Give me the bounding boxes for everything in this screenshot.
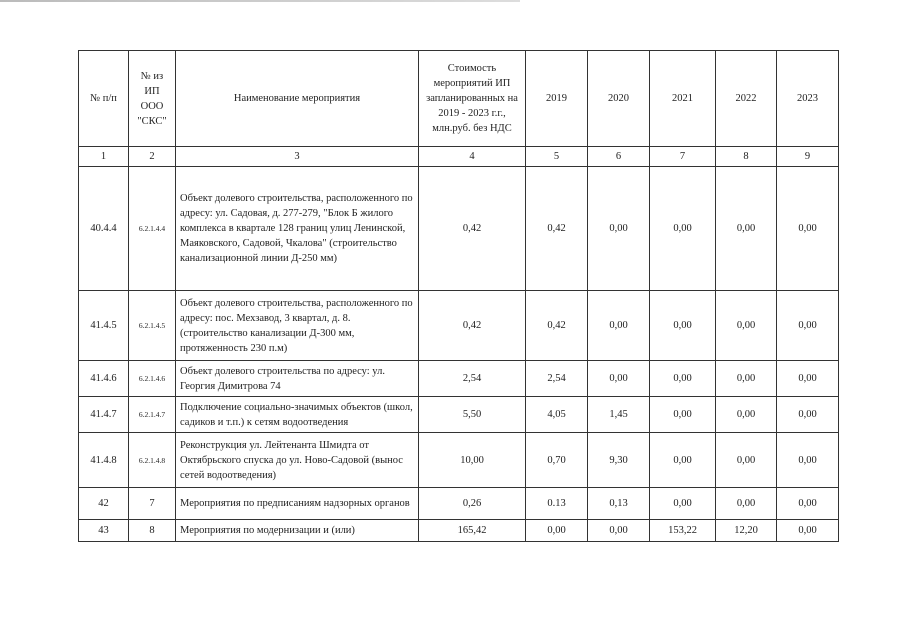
header-cost: Стоимость мероприятий ИП запланированных на 2019 - 2023 г.г., млн.руб. без НДС — [419, 51, 526, 147]
column-number: 5 — [526, 147, 588, 167]
row-year-cell: 0,00 — [716, 397, 777, 433]
row-year-cell: 0,00 — [526, 520, 588, 542]
row-year-cell: 1,45 — [588, 397, 650, 433]
row-year-cell: 0,00 — [588, 520, 650, 542]
row-num-cell: 42 — [79, 488, 129, 520]
row-num-cell: 40.4.4 — [79, 167, 129, 291]
row-num-cell: 41.4.8 — [79, 433, 129, 488]
column-number: 8 — [716, 147, 777, 167]
table-row — [79, 291, 839, 361]
column-number: 2 — [129, 147, 176, 167]
column-number: 4 — [419, 147, 526, 167]
table-row — [79, 167, 839, 291]
row-year-cell: 0,00 — [650, 433, 716, 488]
column-number: 3 — [176, 147, 419, 167]
table-row — [79, 361, 839, 397]
row-year-cell: 0,00 — [777, 361, 839, 397]
table-row — [79, 397, 839, 433]
row-name-cell: Объект долевого строительства по адресу: ул. Георгия Димитрова 74 — [176, 361, 419, 397]
row-num-cell: 41.4.6 — [79, 361, 129, 397]
row-year-cell: 12,20 — [716, 520, 777, 542]
row-name-cell: Подключение социально-значимых объектов (школ, садиков и т.п.) к сетям водоотведения — [176, 397, 419, 433]
row-year-cell: 0,00 — [777, 433, 839, 488]
row-year-cell: 0,00 — [650, 167, 716, 291]
row-year-cell: 0.13 — [526, 488, 588, 520]
row-year-cell: 0,42 — [526, 167, 588, 291]
header-year-2022: 2022 — [716, 51, 777, 147]
row-ip-cell: 6.2.1.4.5 — [129, 291, 176, 361]
column-number: 9 — [777, 147, 839, 167]
column-number: 1 — [79, 147, 129, 167]
row-year-cell: 2,54 — [526, 361, 588, 397]
column-number: 6 — [588, 147, 650, 167]
row-cost-cell: 0,26 — [419, 488, 526, 520]
row-num-cell: 43 — [79, 520, 129, 542]
header-num: № п/п — [79, 51, 129, 147]
row-year-cell: 0,00 — [588, 361, 650, 397]
column-number-row — [79, 147, 839, 167]
row-year-cell: 0,00 — [777, 520, 839, 542]
row-year-cell: 0,00 — [716, 167, 777, 291]
header-name: Наименование мероприятия — [176, 51, 419, 147]
row-year-cell: 0,13 — [588, 488, 650, 520]
row-cost-cell: 0,42 — [419, 167, 526, 291]
row-year-cell: 9,30 — [588, 433, 650, 488]
header-year-2021: 2021 — [650, 51, 716, 147]
table-header-row — [79, 51, 839, 147]
row-cost-cell: 5,50 — [419, 397, 526, 433]
row-cost-cell: 10,00 — [419, 433, 526, 488]
row-ip-cell: 6.2.1.4.7 — [129, 397, 176, 433]
table-row — [79, 433, 839, 488]
row-year-cell: 0,00 — [588, 291, 650, 361]
row-year-cell: 0,00 — [716, 433, 777, 488]
row-year-cell: 0,00 — [777, 397, 839, 433]
row-name-cell: Мероприятия по модернизации и (или) — [176, 520, 419, 542]
table-row — [79, 488, 839, 520]
row-ip-cell: 6.2.1.4.8 — [129, 433, 176, 488]
column-number: 7 — [650, 147, 716, 167]
row-year-cell: 0,00 — [588, 167, 650, 291]
table-row — [79, 520, 839, 542]
row-year-cell: 0,00 — [716, 361, 777, 397]
row-name-cell: Объект долевого строительства, расположенного по адресу: ул. Садовая, д. 277-279, "Блок Б жилого комплекса в квартале 128 границ улиц Ленинской, Маяковского, Садовой, Чкалова" (строительство канализационной линии Д-250 мм) — [176, 167, 419, 291]
row-year-cell: 153,22 — [650, 520, 716, 542]
row-ip-cell: 6.2.1.4.6 — [129, 361, 176, 397]
row-year-cell: 0,00 — [716, 488, 777, 520]
row-cost-cell: 165,42 — [419, 520, 526, 542]
header-ip: № из ИП ООО "СКС" — [129, 51, 176, 147]
row-cost-cell: 2,54 — [419, 361, 526, 397]
row-year-cell: 0,00 — [777, 488, 839, 520]
row-year-cell: 0,00 — [650, 488, 716, 520]
row-year-cell: 0,00 — [777, 167, 839, 291]
row-name-cell: Объект долевого строительства, расположенного по адресу: пос. Мехзавод, 3 квартал, д. 8. (строительство канализации Д-300 мм, протяженность 230 п.м) — [176, 291, 419, 361]
row-cost-cell: 0,42 — [419, 291, 526, 361]
header-year-2023: 2023 — [777, 51, 839, 147]
row-year-cell: 0,00 — [650, 291, 716, 361]
row-num-cell: 41.4.7 — [79, 397, 129, 433]
row-num-cell: 41.4.5 — [79, 291, 129, 361]
row-year-cell: 0,00 — [650, 397, 716, 433]
investment-plan-table — [78, 50, 839, 542]
row-name-cell: Мероприятия по предписаниям надзорных органов — [176, 488, 419, 520]
header-year-2019: 2019 — [526, 51, 588, 147]
scan-top-rule — [0, 0, 520, 2]
row-year-cell: 0,00 — [650, 361, 716, 397]
row-ip-cell: 8 — [129, 520, 176, 542]
row-name-cell: Реконструкция ул. Лейтенанта Шмидта от Октябрьского спуска до ул. Ново-Садовой (вынос сетей водоотведения) — [176, 433, 419, 488]
row-year-cell: 0,42 — [526, 291, 588, 361]
header-year-2020: 2020 — [588, 51, 650, 147]
row-year-cell: 0,00 — [716, 291, 777, 361]
row-ip-cell: 7 — [129, 488, 176, 520]
row-ip-cell: 6.2.1.4.4 — [129, 167, 176, 291]
row-year-cell: 0,70 — [526, 433, 588, 488]
row-year-cell: 0,00 — [777, 291, 839, 361]
row-year-cell: 4,05 — [526, 397, 588, 433]
